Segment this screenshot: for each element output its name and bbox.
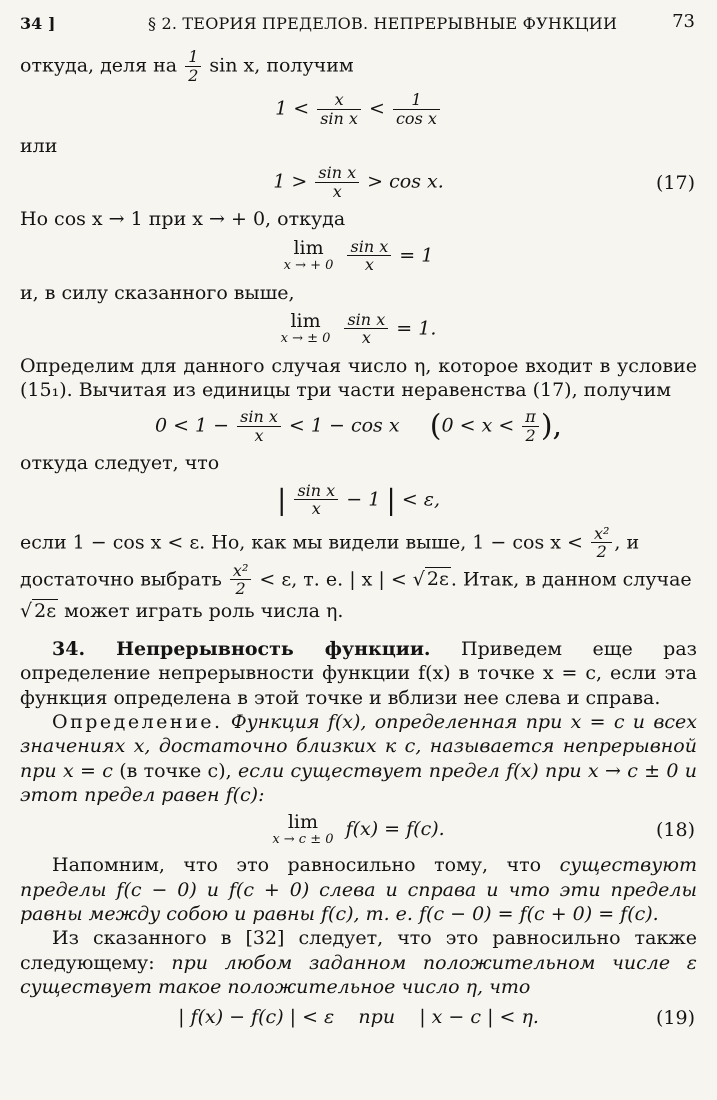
paragraph-11: Из сказанного в [32] следует, что это равносильно также следующему: при любом заданном положительном числе ε существует такое положительное число η, что xyxy=(20,927,697,999)
fraction: $\frac{1}{2}$ xyxy=(185,48,201,85)
definition-label: Определение. xyxy=(52,710,223,733)
equation-18: lim x → c ± 0 f(x) = f(c). (18) xyxy=(272,811,695,848)
equation-limit-pm: lim x → ± 0 $\frac{\text{sin x}}{x}$ = 1. xyxy=(280,309,437,348)
paragraph-9: √ 2ε может играть роль числа η. xyxy=(20,599,344,622)
paragraph-5: Определим для данного случая число η, которое входит в условие (15₁). Вычитая из единицы три части неравенства (17), получим xyxy=(20,354,697,402)
paragraph-1: откуда, деля на $\frac{1}{2}$ sin x, получим xyxy=(20,47,354,85)
paragraph-10: Напомним, что это равносильно тому, что существуют пределы f(c − 0) и f(c + 0) слева и справа и что эти пределы равны между собою и равны f(c), т. е. f(c − 0) = f(c + 0) = f(c). xyxy=(20,854,697,926)
paragraph-4: и, в силу сказанного выше, xyxy=(20,281,295,304)
running-header xyxy=(20,8,697,48)
equation-limit-plus: lim x → + 0 $\frac{\text{sin x}}{x}$ = 1 xyxy=(283,236,434,275)
definition: Определение. Функция f(x), определенная при x = c и всех значениях x, достаточно близких к c, называется непрерывной при x = c (в точке c), если существует предел f(x) при x → c ± 0 и этот предел равен f(c): xyxy=(20,710,698,806)
equation-1: 1 < $\frac{x}{\text{sin x}}$ < $\frac{1}{\text{cos x}}$ xyxy=(20,91,697,128)
equation-19: | f(x) − f(c) | < ε при | x − c | < η. (19) xyxy=(178,1006,695,1029)
paragraph-8: достаточно выбрать $\frac{\text{x²}}{2}$ < ε, т. е. | x | < √ 2ε . Итак, в данном случае xyxy=(20,560,692,599)
equation-abs: | $\frac{\text{sin x}}{x}$ − 1 | < ε, xyxy=(276,480,441,519)
section-number: 34 ] xyxy=(20,14,56,33)
section-heading: 34. Непрерывность функции. xyxy=(52,638,431,661)
page-number: 73 xyxy=(672,11,695,32)
equation-tag: (18) xyxy=(655,819,695,842)
section-34: 34. Непрерывность функции. Приведем еще раз определение непрерывности функции f(x) в точке x = c, если эта функция определена в этой точке и вблизи нее слева и справа. xyxy=(20,638,698,709)
paragraph-6: откуда следует, что xyxy=(20,452,220,475)
paragraph-3: Но cos x → 1 при x → + 0, откуда xyxy=(20,208,346,231)
paragraph-7: если 1 − cos x < ε. Но, как мы видели выше, 1 − cos x < $\frac{\text{x²}}{2}$ , и xyxy=(20,523,640,562)
equation-tag: (19) xyxy=(655,1006,695,1029)
equation-tag: (17) xyxy=(655,171,695,194)
paragraph-2: или xyxy=(20,134,58,157)
chapter-title: § 2. ТЕОРИЯ ПРЕДЕЛОВ. НЕПРЕРЫВНЫЕ ФУНКЦИИ xyxy=(148,14,618,33)
equation-inequality: 0 < 1 − $\frac{\text{sin x}}{x}$ < 1 − cos x (0 < x < $\frac{\pi}{2}$ ), xyxy=(154,407,563,446)
equation-17: 1 > $\frac{\text{sin x}}{x}$ > cos x. (17) xyxy=(273,163,695,201)
